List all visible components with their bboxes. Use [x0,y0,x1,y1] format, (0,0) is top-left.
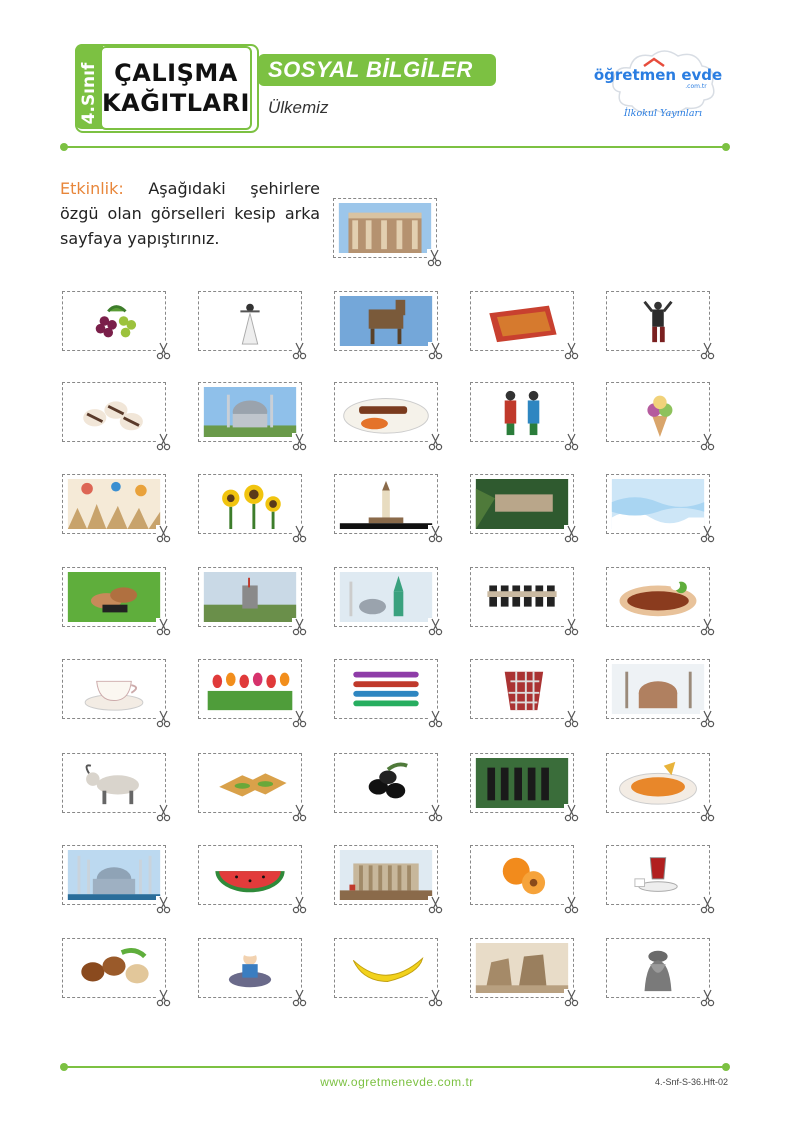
olives-photo [339,758,433,808]
horon-dancers-photo [475,572,569,622]
cutout-image [475,296,569,346]
oil-wrestling-photo [67,572,161,622]
scissors-icon [700,525,716,543]
silk-scarves-photo [339,664,433,714]
scissors-icon [428,618,444,636]
cutout-card[interactable] [62,753,166,813]
cutout-card[interactable] [62,845,166,905]
cutout-card[interactable] [198,659,302,719]
tea-glass-photo [611,850,705,900]
scissors-icon [564,433,580,451]
scissors-icon [156,342,172,360]
cutout-image [611,387,705,437]
canakkale-memorial-photo [203,572,297,622]
footer-url[interactable]: www.ogretmenevde.com.tr [320,1075,474,1089]
scissors-icon [428,525,444,543]
cutout-image [67,664,161,714]
cutout-card[interactable] [62,474,166,534]
kunefe-photo [611,758,705,808]
apricots-photo [475,850,569,900]
pamukkale-photo [611,479,705,529]
cutout-image [203,387,297,437]
svg-text:öğretmen evde: öğretmen evde [593,66,723,84]
banana-photo [339,943,433,993]
cutout-image [611,664,705,714]
teacup-photo [67,664,161,714]
scissors-icon [564,342,580,360]
scissors-icon [428,433,444,451]
cutout-image [67,758,161,808]
cutout-image [339,758,433,808]
scissors-icon [292,433,308,451]
scissors-icon [564,525,580,543]
scissors-icon [564,710,580,728]
cutout-image [611,850,705,900]
selimiye-mosque-photo [203,387,297,437]
cutout-image [339,479,433,529]
footer-code: 4.-Snf-S-36.Hft-02 [654,1077,728,1087]
cutout-image [611,943,705,993]
cutout-card[interactable] [334,382,438,442]
cutout-image [67,296,161,346]
hodja-statue-photo [611,943,705,993]
cutout-card[interactable] [198,845,302,905]
cutout-card[interactable] [470,659,574,719]
cutout-card[interactable] [334,845,438,905]
scissors-icon [156,525,172,543]
topic-label: Ülkemiz [268,98,329,117]
mevlana-museum-photo [339,572,433,622]
cutout-image [339,943,433,993]
cutout-image [611,572,705,622]
ice-cream-cone-photo [611,387,705,437]
cutout-image [475,943,569,993]
scissors-icon [428,710,444,728]
cutout-image [339,296,433,346]
scissors-icon [292,618,308,636]
scissors-icon [427,249,443,267]
cutout-image [611,479,705,529]
cutout-image [67,572,161,622]
cutout-card[interactable] [606,753,710,813]
scissors-icon [292,342,308,360]
cutout-image [339,387,433,437]
maidens-tower-photo [339,479,433,529]
sunflowers-photo [203,479,297,529]
scissors-icon [428,804,444,822]
cutout-card[interactable] [62,938,166,998]
cutout-image [339,850,433,900]
scissors-icon [700,710,716,728]
baklava-photo [203,758,297,808]
cutout-card[interactable] [606,382,710,442]
grade-label: 4.Sınıf [79,62,99,125]
cutout-card[interactable] [606,659,710,719]
scissors-icon [292,989,308,1007]
scissors-icon [156,989,172,1007]
whirling-dervish-photo [203,296,297,346]
cutout-card[interactable] [606,845,710,905]
cutout-card[interactable] [198,474,302,534]
cutout-card[interactable] [334,474,438,534]
cutout-card[interactable] [470,291,574,351]
scissors-icon [156,896,172,914]
kebab-plate-photo [339,387,433,437]
cutout-image [67,479,161,529]
sample-card[interactable] [333,198,437,258]
cutout-image [475,850,569,900]
folk-dancers-photo [475,387,569,437]
trojan-horse-photo [339,296,433,346]
tulips-photo [203,664,297,714]
cutout-image [67,943,161,993]
cutout-card[interactable] [470,382,574,442]
cutout-card[interactable] [334,291,438,351]
nasreddin-hodja-photo [203,943,297,993]
kebab-platter-photo [611,572,705,622]
scissors-icon [564,896,580,914]
scissors-icon [700,618,716,636]
cutout-card[interactable] [198,291,302,351]
sample-card-image [338,203,432,253]
activity-text: Aşağıdaki şehirlere özgü olan görselleri kesip arka sayfaya yapıştırınız. [60,179,320,248]
ogretmenevde-logo [593,44,723,128]
cutout-card[interactable] [198,382,302,442]
cutout-image [611,296,705,346]
scissors-icon [292,525,308,543]
cutout-card[interactable] [198,938,302,998]
candy-photo [67,387,161,437]
subject-title: SOSYAL BİLGİLER [258,54,496,86]
angora-goat-photo [67,758,161,808]
nemrut-heads-photo [475,943,569,993]
cutout-card[interactable] [470,938,574,998]
cutout-card[interactable] [62,659,166,719]
scissors-icon [156,710,172,728]
cutout-card[interactable] [606,474,710,534]
scissors-icon [428,896,444,914]
scissors-icon [428,989,444,1007]
cutout-image [203,664,297,714]
cutout-card[interactable] [334,567,438,627]
cutout-card[interactable] [606,567,710,627]
cutout-image [339,572,433,622]
cutout-card[interactable] [62,567,166,627]
scissors-icon [292,710,308,728]
cutout-card[interactable] [470,567,574,627]
cutout-card[interactable] [470,753,574,813]
cutout-card[interactable] [606,291,710,351]
cutout-image [475,664,569,714]
title-line-2: KAĞITLARI [102,89,250,117]
carpet-photo [475,296,569,346]
cutout-card[interactable] [334,659,438,719]
watermelon-photo [203,850,297,900]
scissors-icon [700,804,716,822]
scissors-icon [564,618,580,636]
cutout-image [203,850,297,900]
header-divider [63,146,727,148]
cutout-card[interactable] [62,382,166,442]
cutout-card[interactable] [470,474,574,534]
scissors-icon [156,433,172,451]
cutout-image [339,664,433,714]
plaid-fabric-photo [475,664,569,714]
cutout-card[interactable] [198,753,302,813]
footer-divider [63,1066,727,1068]
hazelnuts-photo [67,943,161,993]
scissors-icon [700,896,716,914]
scissors-icon [292,896,308,914]
cutout-image [203,758,297,808]
cutout-image [611,758,705,808]
title-line-1: ÇALIŞMA [114,59,238,87]
cutout-image [203,943,297,993]
scissors-icon [564,989,580,1007]
svg-text:.com.tr: .com.tr [685,83,707,90]
efe-dancers-photo [475,758,569,808]
cutout-image [67,387,161,437]
cutout-image [475,387,569,437]
scissors-icon [428,342,444,360]
cutout-image [475,479,569,529]
cutout-card[interactable] [334,938,438,998]
cutout-card[interactable] [62,291,166,351]
cutout-image [67,850,161,900]
activity-instructions [60,176,320,251]
scissors-icon [700,433,716,451]
scissors-icon [156,618,172,636]
anitkabir-photo [339,850,433,900]
cutout-card[interactable] [470,845,574,905]
cutout-image [203,572,297,622]
worksheet-title [100,46,252,130]
cutout-card[interactable] [606,938,710,998]
scissors-icon [156,804,172,822]
cutout-card[interactable] [198,567,302,627]
cutout-card[interactable] [334,753,438,813]
scissors-icon [700,989,716,1007]
ephesus-ruins-photo [338,203,432,253]
cutout-image [203,479,297,529]
scissors-icon [700,342,716,360]
scissors-icon [292,804,308,822]
svg-text:İlkokul Yayınları: İlkokul Yayınları [623,108,703,119]
zeybek-dancer-photo [611,296,705,346]
grapes-photo [67,296,161,346]
blue-mosque-photo [67,850,161,900]
cappadocia-photo [67,479,161,529]
hagia-sophia-photo [611,664,705,714]
cutout-image [203,296,297,346]
activity-label: Etkinlik: [60,179,124,198]
scissors-icon [564,804,580,822]
sumela-monastery-photo [475,479,569,529]
cutout-image [475,572,569,622]
cutout-image [475,758,569,808]
